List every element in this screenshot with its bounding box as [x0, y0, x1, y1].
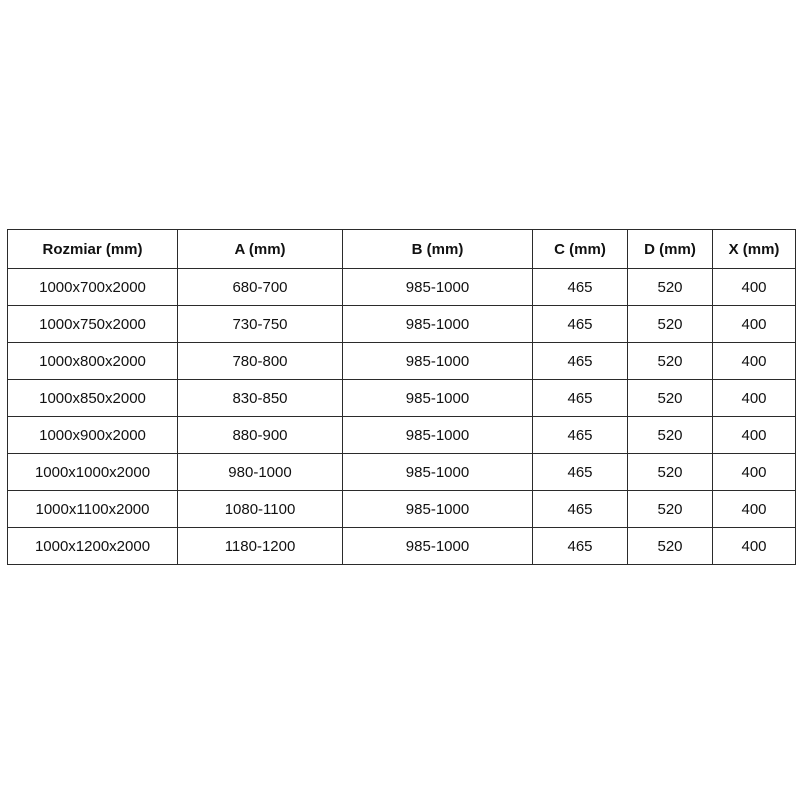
table-cell-d: 520: [628, 380, 713, 417]
table-cell-d: 520: [628, 269, 713, 306]
table-cell-d: 520: [628, 528, 713, 565]
column-header-rozmiar: Rozmiar (mm): [8, 230, 178, 269]
table-cell-x: 400: [713, 454, 796, 491]
table-cell-rozmiar: 1000x700x2000: [8, 269, 178, 306]
table-cell-x: 400: [713, 306, 796, 343]
table-row: [8, 454, 796, 491]
table-cell-a: 780-800: [178, 343, 343, 380]
table-header-row: [8, 230, 796, 269]
table-cell-d: 520: [628, 454, 713, 491]
table-cell-b: 985-1000: [343, 454, 533, 491]
table-cell-a: 830-850: [178, 380, 343, 417]
table-row: [8, 269, 796, 306]
table-cell-rozmiar: 1000x1200x2000: [8, 528, 178, 565]
table-cell-b: 985-1000: [343, 417, 533, 454]
table-row: [8, 343, 796, 380]
table-cell-b: 985-1000: [343, 380, 533, 417]
column-header-d: D (mm): [628, 230, 713, 269]
table-cell-a: 1080-1100: [178, 491, 343, 528]
table-cell-a: 730-750: [178, 306, 343, 343]
table-cell-x: 400: [713, 528, 796, 565]
table-cell-b: 985-1000: [343, 491, 533, 528]
table-cell-x: 400: [713, 491, 796, 528]
table-cell-rozmiar: 1000x750x2000: [8, 306, 178, 343]
table-cell-a: 980-1000: [178, 454, 343, 491]
table-cell-x: 400: [713, 343, 796, 380]
table-cell-d: 520: [628, 417, 713, 454]
table-cell-c: 465: [533, 417, 628, 454]
table-row: [8, 491, 796, 528]
dimension-table: [7, 229, 796, 565]
table-cell-c: 465: [533, 343, 628, 380]
table-row: [8, 380, 796, 417]
table-cell-c: 465: [533, 306, 628, 343]
table-cell-a: 1180-1200: [178, 528, 343, 565]
table-cell-rozmiar: 1000x850x2000: [8, 380, 178, 417]
table-row: [8, 528, 796, 565]
table-cell-x: 400: [713, 417, 796, 454]
table-cell-b: 985-1000: [343, 269, 533, 306]
table-cell-c: 465: [533, 380, 628, 417]
table-row: [8, 417, 796, 454]
table-cell-c: 465: [533, 528, 628, 565]
table-row: [8, 306, 796, 343]
table-cell-b: 985-1000: [343, 528, 533, 565]
column-header-a: A (mm): [178, 230, 343, 269]
column-header-c: C (mm): [533, 230, 628, 269]
table-cell-b: 985-1000: [343, 343, 533, 380]
table-cell-x: 400: [713, 380, 796, 417]
dimension-table-container: [7, 229, 796, 565]
column-header-b: B (mm): [343, 230, 533, 269]
table-cell-x: 400: [713, 269, 796, 306]
table-cell-c: 465: [533, 454, 628, 491]
table-cell-a: 680-700: [178, 269, 343, 306]
table-cell-rozmiar: 1000x800x2000: [8, 343, 178, 380]
table-cell-d: 520: [628, 491, 713, 528]
table-cell-rozmiar: 1000x900x2000: [8, 417, 178, 454]
table-cell-d: 520: [628, 343, 713, 380]
table-cell-rozmiar: 1000x1000x2000: [8, 454, 178, 491]
table-cell-b: 985-1000: [343, 306, 533, 343]
table-cell-c: 465: [533, 269, 628, 306]
table-cell-a: 880-900: [178, 417, 343, 454]
table-cell-d: 520: [628, 306, 713, 343]
column-header-x: X (mm): [713, 230, 796, 269]
table-cell-c: 465: [533, 491, 628, 528]
table-cell-rozmiar: 1000x1100x2000: [8, 491, 178, 528]
